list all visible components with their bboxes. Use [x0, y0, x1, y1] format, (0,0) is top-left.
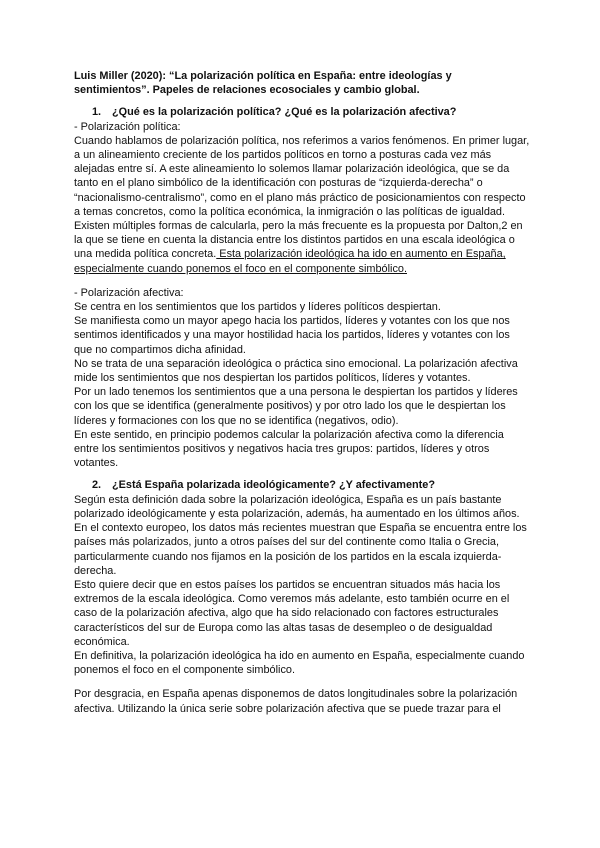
paragraph: En este sentido, en principio podemos calcular la polarización afectiva como la diferencia entre los sentimientos positivos y negativos hacia tres grupos: partidos, líderes y otros votantes.	[74, 428, 504, 470]
section-heading-text-1: ¿Qué es la polarización política? ¿Qué es la polarización afectiva?	[112, 106, 457, 119]
paragraph: Por un lado tenemos los sentimientos que a una persona le despiertan los partidos y líderes con los que se identifica (generalmente positivos) y por otro lado los que le despiertan los líderes y formaciones con los que no se identifica (negativos, odio).	[74, 386, 518, 427]
paragraph: En definitiva, la polarización ideológica ha ido en aumento en España, especialmente cuando ponemos el foco en el componente simbólico.	[74, 649, 525, 677]
subheading-polarizacion-politica: - Polarización política:	[74, 120, 181, 133]
section-heading-text-2: ¿Está España polarizada ideológicamente? ¿Y afectivamente?	[112, 479, 435, 492]
section-number-2: 2.	[92, 479, 102, 492]
paragraph: Se centra en los sentimientos que los partidos y líderes políticos despiertan.	[74, 301, 441, 314]
paragraph: Esto quiere decir que en estos países los partidos se encuentran situados más hacia los extremos de la escala ideológica. Como veremos más adelante, esto también ocurre en el caso de la polarización afectiva, algo que ha sido relacionado con factores estructurales característicos del sur de Europa como las altas tasas de desempleo o de desigualdad económica.	[74, 578, 510, 648]
paragraph: En el contexto europeo, los datos más recientes muestran que España se encuentra entre los países más polarizados, junto a otros países del sur del continente como Italia o Grecia, particularmente cuando nos fijamos en la posición de los partidos en la escala izquierda-derecha.	[74, 522, 527, 577]
document-body	[74, 69, 530, 716]
paragraph-text: Existen múltiples formas de calcularla, pero la más frecuente es la propuesta por Dalton,2 en la que se tiene en cuenta la distancia entre los distintos partidos en una escala ideológica o una medida política concreta.	[74, 220, 523, 261]
section-number-1: 1.	[92, 106, 102, 119]
section-heading-2	[74, 478, 530, 492]
subheading-polarizacion-afectiva: - Polarización afectiva:	[74, 286, 184, 299]
paragraph: Se manifiesta como un mayor apego hacia los partidos, líderes y votantes con los que nos sentimos identificados y una mayor hostilidad hacia los partidos, líderes y votantes con los que no compartimos dicha afinidad.	[74, 315, 510, 356]
spacer	[74, 276, 530, 286]
paragraph: Cuando hablamos de polarización política, nos referimos a varios fenómenos. En primer lugar, a un alineamiento creciente de los partidos políticos en torno a posturas cada vez más alejadas entre sí. A este alineamiento lo solemos llamar polarización ideológica, que se da tanto en el plano simbólico de la identificación con posturas de “izquierda-derecha” o “nacionalismo-centralismo”, como en el plano más práctico de posicionamientos con respecto a temas concretos, como la política económica, la inmigración o las políticas de igualdad.	[74, 134, 530, 218]
paragraph: Por desgracia, en España apenas disponemos de datos longitudinales sobre la polarización afectiva. Utilizando la única serie sobre polarización afectiva que se puede trazar para el	[74, 688, 518, 715]
paragraph: Según esta definición dada sobre la polarización ideológica, España es un país bastante polarizado ideológicamente y esta polarización, además, ha aumentado en los últimos años.	[74, 493, 520, 520]
paragraph: No se trata de una separación ideológica o práctica sino emocional. La polarización afectiva mide los sentimientos que nos despiertan los partidos políticos, líderes y votantes.	[74, 357, 518, 385]
underlined-text: Esta polarización ideológica ha ido en aumento en España, especialmente cuando ponemos el foco en el componente simbólico.	[74, 248, 506, 275]
paragraph-with-underline	[74, 219, 530, 276]
spacer	[74, 677, 530, 687]
document-title: Luis Miller (2020): “La polarización política en España: entre ideologías y sentimientos”. Papeles de relaciones ecosociales y cambio global.	[74, 70, 452, 97]
spacer	[74, 470, 530, 478]
section-heading-1	[74, 105, 530, 119]
